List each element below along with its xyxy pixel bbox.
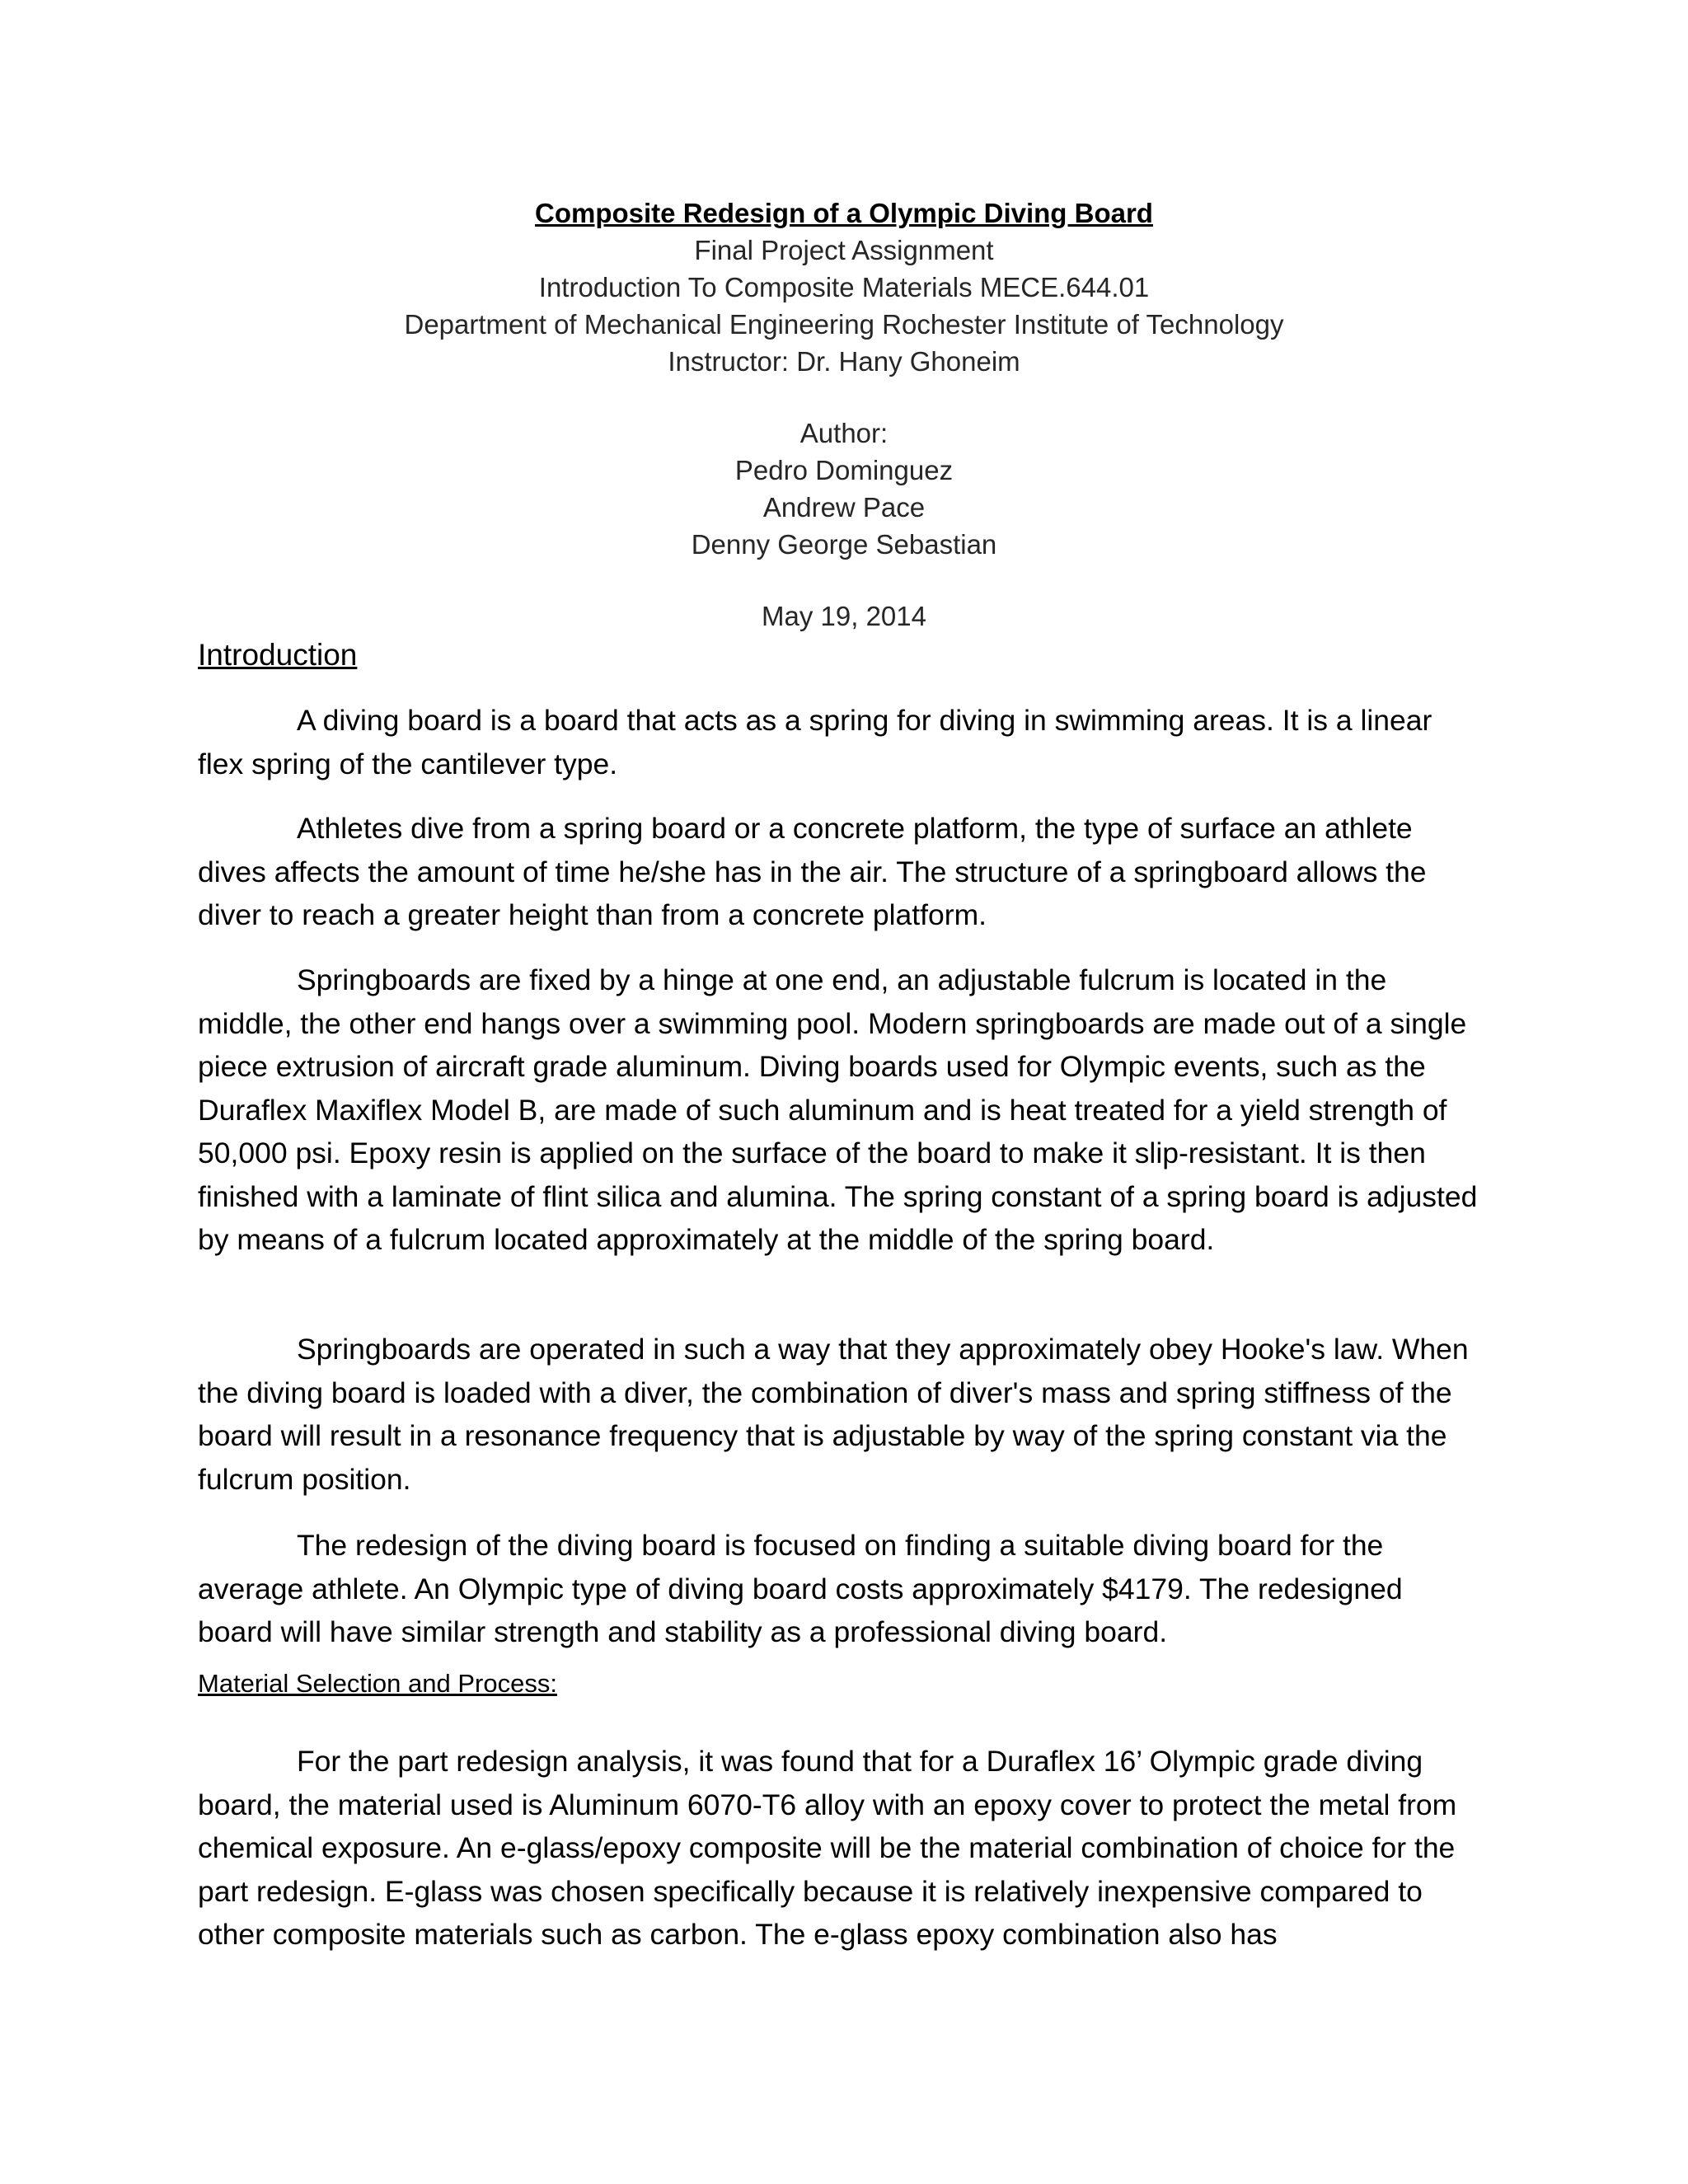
paragraph: A diving board is a board that acts as a spring for diving in swimming areas. It is a linear flex spring of the cantilever type. bbox=[198, 704, 1432, 780]
paragraph: The redesign of the diving board is focused on finding a suitable diving board for the average athlete. An Olympic type of diving board costs approximately $4179. The redesigned board will have similar strength and stability as a professional diving board. bbox=[198, 1529, 1403, 1648]
instructor-line: Instructor: Dr. Hany Ghoneim bbox=[668, 346, 1020, 377]
author-name: Andrew Pace bbox=[762, 492, 926, 523]
paragraph: Athletes dive from a spring board or a concrete platform, the type of surface an athlete dives affects the amount of time he/she has in the air. The structure of a springboard allows the diver to reach a greater height than from a concrete platform. bbox=[198, 812, 1427, 931]
material-selection-heading: Material Selection and Process: bbox=[198, 1669, 557, 1698]
paragraph: Springboards are fixed by a hinge at one end, an adjustable fulcrum is located in the middle, the other end hangs over a swimming pool. Modern springboards are made out of a single piece extrusion of aircraft grade aluminum. Diving boards used for Olympic events, such as the Duraflex Maxiflex Model B, are made of such aluminum and is heat treated for a yield strength of 50,000 psi. Epoxy resin is applied on the surface of the board to make it slip-resistant. It is then finished with a laminate of flint silica and alumina. The spring constant of a spring board is adjusted by means of a fulcrum located approximately at the middle of the spring board. bbox=[198, 963, 1478, 1256]
paragraph: For the part redesign analysis, it was found that for a Duraflex 16’ Olympic grade diving board, the material used is Aluminum 6070-T6 alloy with an epoxy cover to protect the metal from chemical exposure. An e-glass/epoxy composite will be the material combination of choice for the part redesign. E-glass was chosen specifically because it is relatively inexpensive compared to other composite materials such as carbon. The e-glass epoxy combination also has bbox=[198, 1745, 1457, 1951]
document-title: Composite Redesign of a Olympic Diving Board bbox=[535, 198, 1153, 228]
author-name: Denny George Sebastian bbox=[691, 529, 997, 560]
introduction-heading: Introduction bbox=[198, 638, 358, 672]
department-line: Department of Mechanical Engineering Rochester Institute of Technology bbox=[404, 309, 1284, 340]
document-date: May 19, 2014 bbox=[762, 601, 926, 631]
author-name: Pedro Dominguez bbox=[734, 455, 954, 485]
title-block bbox=[0, 194, 1688, 635]
author-label: Author: bbox=[799, 418, 889, 448]
course-line: Introduction To Composite Materials MECE.644.01 bbox=[538, 272, 1150, 302]
assignment-line: Final Project Assignment bbox=[694, 235, 994, 265]
paragraph: Springboards are operated in such a way that they approximately obey Hooke's law. When the diving board is loaded with a diver, the combination of diver's mass and spring stiffness of the board will result in a resonance frequency that is adjustable by way of the spring constant via the fulcrum position. bbox=[198, 1333, 1469, 1496]
